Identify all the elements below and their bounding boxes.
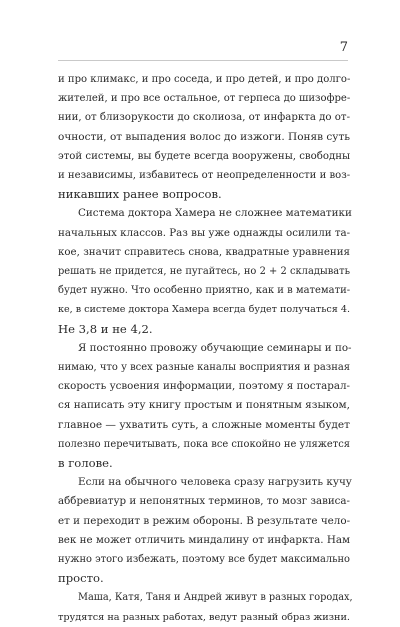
text-line: будет нужно. Что особенно приятно, как и в математи- bbox=[58, 285, 351, 297]
text-line: нии, от близорукости до сколиоза, от инфаркта до от- bbox=[58, 112, 351, 124]
text-line: Маша, Катя, Таня и Андрей живут в разных городах, bbox=[78, 592, 353, 604]
text-line: этой системы, вы будете всегда вооружены, свободны bbox=[58, 150, 351, 162]
text-line: полезно перечитывать, пока все спокойно не уляжется bbox=[58, 438, 350, 450]
page-number: 7 bbox=[339, 40, 348, 55]
text-line: и независимы, избавитесь от неопределенности и воз- bbox=[58, 170, 351, 182]
text-line: трудятся на разных работах, ведут разный образ жизни. bbox=[58, 611, 350, 623]
text-line: в голове. bbox=[58, 456, 113, 471]
text-line: ет и переходит в режим обороны. В результате чело- bbox=[58, 514, 351, 527]
text-line: начальных классов. Раз вы уже однажды осилили та- bbox=[58, 226, 351, 239]
text-line: и про климакс, и про соседа, и про детей, и про долго- bbox=[58, 74, 351, 85]
paragraph-5 bbox=[58, 588, 353, 626]
paragraph-1 bbox=[58, 70, 350, 204]
text-line: главное — ухватить суть, а сложные моменты будет bbox=[58, 418, 350, 431]
text-line: очности, от выпадения волос до изжоги. Поняв суть bbox=[58, 130, 350, 143]
text-line: жителей, и про все остальное, от герпеса до шизофре- bbox=[58, 93, 351, 105]
paragraph-3 bbox=[58, 339, 350, 473]
text-line: нимаю, что у всех разные каналы восприятия и разная bbox=[58, 362, 350, 374]
text-line: нужно этого избежать, поэтому все будет максимально bbox=[58, 554, 350, 566]
text-line: ся написать эту книгу простым и понятным языком, bbox=[58, 399, 350, 412]
paragraph-4 bbox=[58, 473, 350, 588]
text-line: кое, значит справитесь снова, квадратные уравнения bbox=[58, 246, 350, 258]
text-line: никавших ранее вопросов. bbox=[58, 187, 222, 202]
paragraph-2 bbox=[58, 204, 350, 338]
text-line: Если на обычного человека сразу нагрузить кучу bbox=[78, 476, 352, 489]
body-text bbox=[58, 70, 353, 627]
text-line: Я постоянно провожу обучающие семинары и по- bbox=[78, 341, 352, 354]
text-line: Не 3,8 и не 4,2. bbox=[58, 321, 153, 336]
header-rule bbox=[58, 60, 348, 61]
text-line: аббревиатур и непонятных терминов, то мозг зависа- bbox=[58, 495, 350, 508]
text-line: скорость усвоения информации, поэтому я постарал- bbox=[58, 380, 350, 393]
text-line: решать не придется, не пугайтесь, но 2 + 2 складывать bbox=[58, 266, 350, 278]
text-line: Система доктора Хамера не сложнее математики bbox=[78, 207, 352, 220]
text-line: век не может отличить миндалину от инфаркта. Нам bbox=[58, 533, 351, 546]
text-line: ке, в системе доктора Хамера всегда будет получаться 4. bbox=[58, 304, 350, 316]
text-line: просто. bbox=[58, 571, 104, 586]
